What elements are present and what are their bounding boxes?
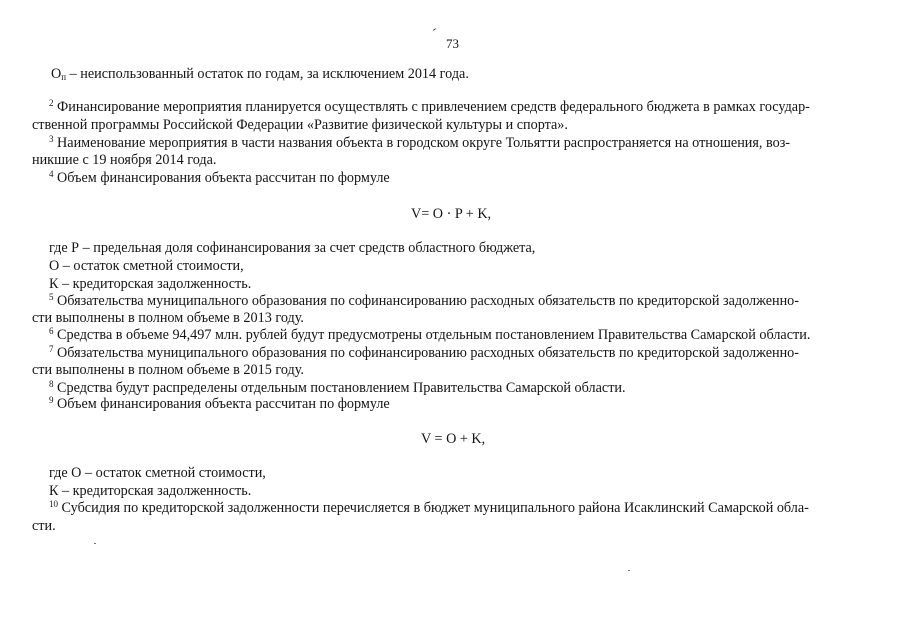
where-o-line-2: где О – остаток сметной стоимости,	[49, 465, 266, 481]
where-k-line: К – кредиторская задолженность.	[49, 276, 252, 292]
symbol-o: О	[51, 66, 62, 82]
scan-mark	[433, 28, 436, 31]
footnote-7-text: Обязательства муниципального образования по софинансированию расходных обязательств по кредиторской задолженно-	[53, 345, 800, 361]
footnote-9	[49, 396, 390, 412]
footnote-1-text: – неиспользованный остаток по годам, за исключением 2014 года.	[66, 66, 469, 82]
footnote-3-number: 3	[49, 134, 54, 144]
footnote-4	[49, 170, 390, 186]
footnote-8	[49, 380, 626, 396]
footnote-5-text: Обязательства муниципального образования по софинансированию расходных обязательств по кредиторской задолженно-	[53, 293, 800, 309]
footnote-7-continuation: сти выполнены в полном объеме в 2015 году.	[32, 362, 304, 378]
footnote-4-text: Объем финансирования объекта рассчитан по формуле	[53, 170, 390, 186]
footnote-2-text: Финансирование мероприятия планируется осуществлять с привлечением средств федерального бюджета в рамках государ-	[53, 99, 810, 115]
footnote-4-number: 4	[49, 169, 54, 179]
where-p-line: где Р – предельная доля софинансирования за счет средств областного бюджета,	[49, 240, 536, 256]
footnote-10-number: 10	[49, 499, 58, 509]
footnote-7	[49, 345, 799, 361]
footnote-6	[49, 327, 810, 343]
footnote-8-text: Средства будут распределены отдельным постановлением Правительства Самарской области.	[53, 380, 626, 396]
scan-speck	[94, 543, 96, 544]
footnote-10-text: Субсидия по кредиторской задолженности перечисляется в бюджет муниципального района Исаклинский Самарской обла-	[58, 500, 809, 516]
footnote-5-number: 5	[49, 292, 54, 302]
footnote-10	[49, 500, 809, 516]
footnote-3	[49, 135, 790, 151]
footnote-2	[49, 99, 810, 115]
footnote-3-text: Наименование мероприятия в части названия объекта в городском округе Тольятти распространяется на отношения, воз-	[53, 135, 791, 151]
page-number: 73	[446, 36, 459, 51]
footnote-5	[49, 293, 799, 309]
where-o-line: О – остаток сметной стоимости,	[49, 258, 244, 274]
footnote-1-line	[51, 66, 469, 82]
footnote-2-continuation: ственной программы Российской Федерации «Развитие физической культуры и спорта».	[32, 117, 568, 133]
footnote-5-continuation: сти выполнены в полном объеме в 2013 году.	[32, 310, 304, 326]
footnote-9-number: 9	[49, 395, 54, 405]
footnote-6-text: Средства в объеме 94,497 млн. рублей будут предусмотрены отдельным постановлением Правительства Самарской области.	[53, 327, 811, 343]
footnote-3-continuation: никшие с 19 ноября 2014 года.	[32, 152, 217, 168]
footnote-8-number: 8	[49, 379, 54, 389]
footnote-10-continuation: сти.	[32, 518, 56, 534]
symbol-subscript: п	[61, 72, 67, 82]
footnote-2-number: 2	[49, 98, 54, 108]
formula-2: V = O + K,	[421, 431, 486, 447]
where-k-line-2: К – кредиторская задолженность.	[49, 483, 252, 499]
footnote-9-text: Объем финансирования объекта рассчитан по формуле	[53, 396, 390, 412]
footnote-6-number: 6	[49, 326, 54, 336]
formula-1: V= O · P + K,	[411, 206, 492, 222]
scan-speck	[628, 570, 630, 571]
footnote-7-number: 7	[49, 344, 54, 354]
